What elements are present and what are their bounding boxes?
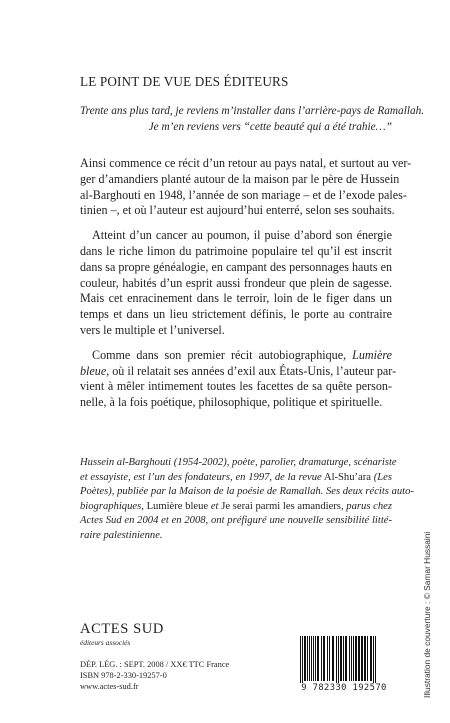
barcode-bar	[327, 636, 328, 681]
barcode-bar	[340, 636, 342, 681]
barcode-bar	[338, 636, 339, 686]
legal-deposit: DÉP. LÉG. : SEPT. 2008 / XX€ TTC France	[80, 660, 230, 669]
summary-paragraph	[80, 347, 397, 411]
text-run: Comme dans son premier récit autobiographique,	[92, 347, 353, 362]
barcode-bar	[300, 636, 301, 686]
bio-line: raire palestinienne.	[80, 529, 163, 541]
barcode-digits: 9 782330 192570	[292, 683, 396, 693]
text-line: temps et dans un lieu strictement définis, le porte au contraire	[80, 307, 392, 322]
epigraph-quote	[80, 103, 425, 135]
barcode-bar	[364, 636, 366, 681]
barcode-bar	[332, 636, 334, 681]
barcode-bar	[375, 636, 376, 686]
text-line: vers le multiple et l’universel.	[80, 322, 225, 337]
summary-paragraph	[80, 228, 392, 339]
epigraph-line: Trente ans plus tard, je reviens m’installer dans l’arrière-pays de Ramallah.	[80, 105, 425, 117]
text-line: Mais cet enracinement dans le terroir, loin de le figer dans un	[80, 291, 392, 306]
barcode-bar	[361, 636, 363, 681]
bio-line: Poètes), publiée par la Maison de la poésie de Ramallah. Ses deux récits auto-	[80, 486, 414, 498]
text-line: al-Barghouti en 1948, l’année de son mariage – et de l’exode pales-	[80, 187, 407, 202]
barcode-bar	[373, 636, 374, 686]
legal-info	[80, 659, 229, 693]
barcode-bar	[307, 636, 308, 681]
publisher-website: www.actes-sud.fr	[80, 682, 139, 692]
book-title: Lumière bleue	[146, 500, 209, 512]
summary-paragraph	[80, 156, 412, 219]
bio-line: Actes Sud en 2004 et en 2008, ont préfiguré une nouvelle sensibilité litté-	[80, 515, 392, 527]
text-line: ger d’amandiers planté autour de la maison par le père de Hussein	[80, 171, 400, 186]
text-line: Ainsi commence ce récit d’un retour au pays natal, et surtout au ver-	[80, 156, 412, 170]
barcode-bar	[329, 636, 330, 681]
text-run: (Les	[373, 471, 392, 483]
summary-text	[80, 156, 412, 411]
barcode-bar	[349, 636, 350, 681]
barcode-bar	[343, 636, 344, 681]
barcode-bar	[321, 636, 322, 681]
author-biography	[80, 456, 414, 544]
text-line: dans sa propre généalogie, en campant des personnages hauts en	[80, 259, 392, 274]
text-run: et	[208, 500, 222, 512]
barcode-bar	[370, 636, 372, 681]
barcode-bar	[358, 636, 360, 681]
publisher-subtitle: éditeurs associés	[80, 638, 131, 647]
cover-illustration-credit: Illustration de couverture : © Samar Hussaini	[422, 531, 432, 698]
text-line: couleur, habités d’un esprit aussi frondeur que plein de sagesse.	[80, 275, 392, 290]
text-line	[80, 348, 392, 364]
journal-title: Al-Shu’ara	[321, 471, 374, 483]
barcode-bar	[302, 636, 303, 686]
barcode-bar	[304, 636, 306, 681]
bio-line	[80, 500, 392, 515]
barcode-bar	[367, 636, 368, 681]
epigraph-line: Je m’en reviens vers “cette beauté qui a été trahie…”	[148, 121, 392, 133]
text-line: dans le riche limon du patrimoine populaire tel qu’il est inscrit	[80, 243, 392, 258]
text-run: et essayiste, est l’un des fondateurs, en 1997, de la revue	[80, 471, 322, 483]
text-line: vient à mêler intimement toutes les facettes de sa quête person-	[80, 379, 392, 394]
book-title: Lumière	[352, 347, 392, 362]
barcode-bar	[315, 636, 316, 681]
text-line: tinien –, et où l’auteur est aujourd’hui enterré, selon ses souhaits.	[80, 203, 395, 218]
barcode-bar	[355, 636, 357, 681]
barcode-graphic	[292, 636, 396, 686]
book-title: Je serai parmi les amandiers	[221, 500, 341, 512]
text-line: nelle, à la fois poétique, philosophique, politique et spirituelle.	[80, 395, 383, 410]
barcode-bar	[345, 636, 347, 681]
text-run: , où il relatait ses années d’exil aux États-Unis, l’auteur par-	[106, 363, 397, 378]
barcode-bar	[351, 636, 352, 681]
barcode-bar	[353, 636, 354, 681]
section-heading: LE POINT DE VUE DES ÉDITEURS	[80, 74, 289, 89]
barcode-bar	[323, 636, 325, 681]
text-run: , parus chez	[340, 500, 392, 512]
barcode-bar	[313, 636, 314, 681]
barcode-bar	[336, 636, 337, 686]
barcode-bar	[311, 636, 312, 681]
text-line: Atteint d’un cancer au poumon, il puise d’abord son énergie	[92, 228, 392, 243]
text-run: biographiques,	[80, 500, 147, 512]
bio-line	[80, 471, 392, 486]
book-title: bleue	[80, 363, 107, 378]
text-line	[80, 363, 397, 380]
publisher-logo: ACTES SUD	[80, 621, 164, 637]
isbn: ISBN 978-2-330-19257-0	[80, 671, 167, 681]
isbn-barcode	[292, 636, 396, 694]
barcode-bar	[309, 636, 310, 681]
bio-line: Hussein al-Barghouti (1954-2002), poète, parolier, dramaturge, scénariste	[80, 457, 397, 468]
barcode-bar	[317, 636, 319, 681]
